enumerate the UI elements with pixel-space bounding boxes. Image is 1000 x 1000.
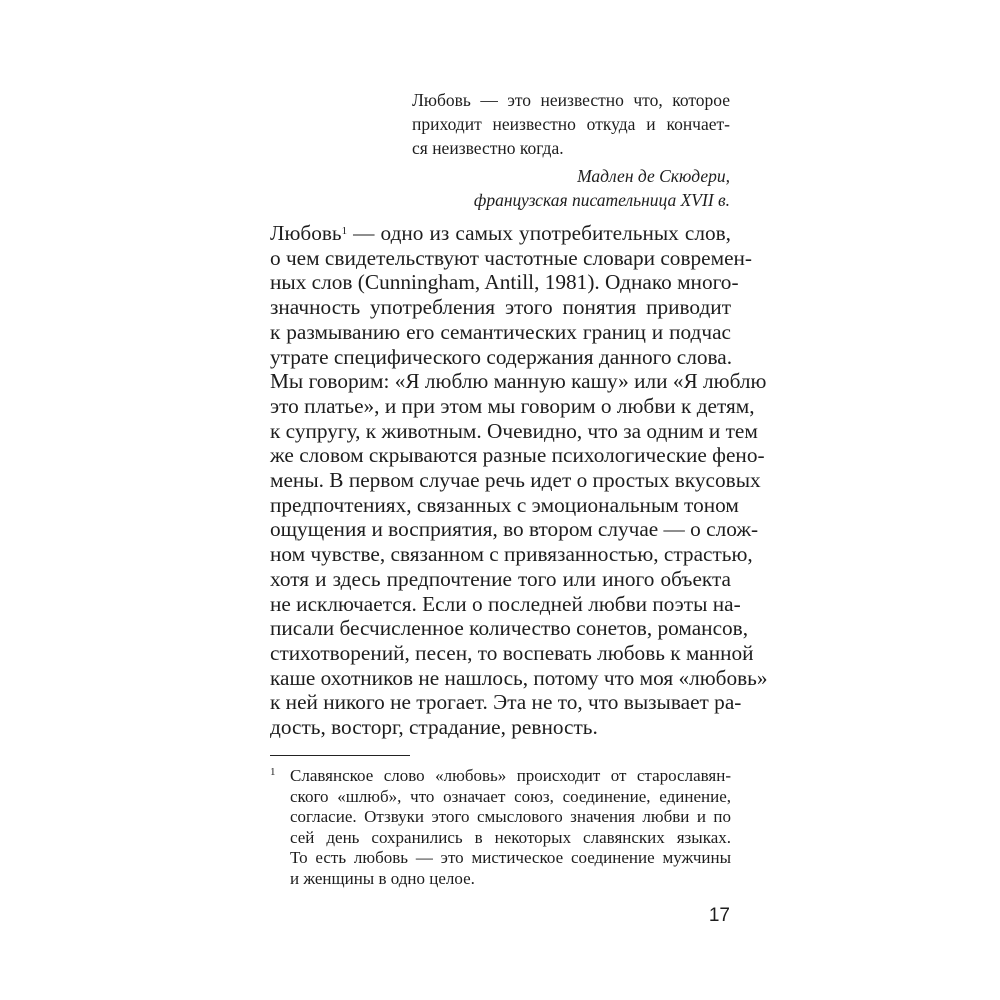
footnote-reference[interactable]: 1	[341, 225, 348, 237]
epigraph-author: Мадлен де Скюдери,	[577, 166, 730, 186]
body-first-line-rest: — одно из самых употребительных слов,	[347, 221, 731, 245]
body-line: к размыванию его семантических границ и подчас	[270, 319, 731, 344]
body-line: же словом скрываются разные психологические фено-	[270, 443, 765, 468]
footnote-line: Славянское слово «любовь» происходит от старославян-	[290, 766, 731, 785]
footnote-line: ского «шлюб», что означает союз, соединение, единение,	[290, 786, 731, 806]
body-line: предпочтениях, связанных с эмоциональным тоном	[270, 492, 739, 517]
body-line: значность употребления этого понятия приводит	[270, 295, 731, 320]
body-line: ощущения и восприятия, во втором случае — о слож-	[270, 517, 759, 542]
body-first-word: Любовь	[270, 221, 342, 245]
body-line: Мы говорим: «Я люблю манную кашу» или «Я люблю	[270, 369, 767, 394]
body-line: не исключается. Если о последней любви поэты на-	[270, 591, 741, 616]
epigraph-author-description: французская писательница XVII в.	[473, 190, 730, 210]
footnote-line: и женщины в одно целое.	[290, 869, 475, 888]
body-line: ных слов (Cunningham, Antill, 1981). Однако много-	[270, 270, 739, 295]
epigraph-line: ся неизвестно когда.	[412, 138, 564, 158]
body-line: это платье», и при этом мы говорим о любви к детям,	[270, 393, 755, 418]
body-line: к супругу, к животным. Очевидно, что за одним и тем	[270, 418, 758, 443]
body-line: писали бесчисленное количество сонетов, романсов,	[270, 616, 749, 641]
footnote-line: сей день сохранились в некоторых славянских языках.	[290, 827, 731, 847]
footnote-marker: 1	[270, 766, 276, 778]
body-line: мены. В первом случае речь идет о простых вкусовых	[270, 468, 761, 492]
page-number: 17	[708, 905, 730, 926]
footnote-line: То есть любовь — это мистическое соединение мужчины	[290, 848, 731, 868]
body-line: дость, восторг, страдание, ревность.	[270, 715, 598, 739]
body-line: стихотворений, песен, то воспевать любовь к манной	[270, 640, 754, 665]
body-line: к ней никого не трогает. Эта не то, что вызывает ра-	[270, 690, 742, 715]
body-line: утрате специфического содержания данного слова.	[270, 344, 733, 369]
body-line: о чем свидетельствуют частотные словари современ-	[270, 245, 753, 270]
epigraph-line: приходит неизвестно откуда и кончает-	[412, 114, 730, 134]
body-line: хотя и здесь предпочтение того или иного объекта	[270, 566, 731, 591]
footnote-separator	[270, 755, 410, 756]
body-line: ном чувстве, связанном с привязанностью, страстью,	[270, 542, 753, 567]
epigraph-line: Любовь — это неизвестно что, которое	[412, 90, 730, 110]
body-line: каше охотников не нашлось, потому что моя «любовь»	[270, 665, 768, 690]
footnote-line: согласие. Отзвуки этого смыслового значения любви и по	[290, 807, 731, 827]
